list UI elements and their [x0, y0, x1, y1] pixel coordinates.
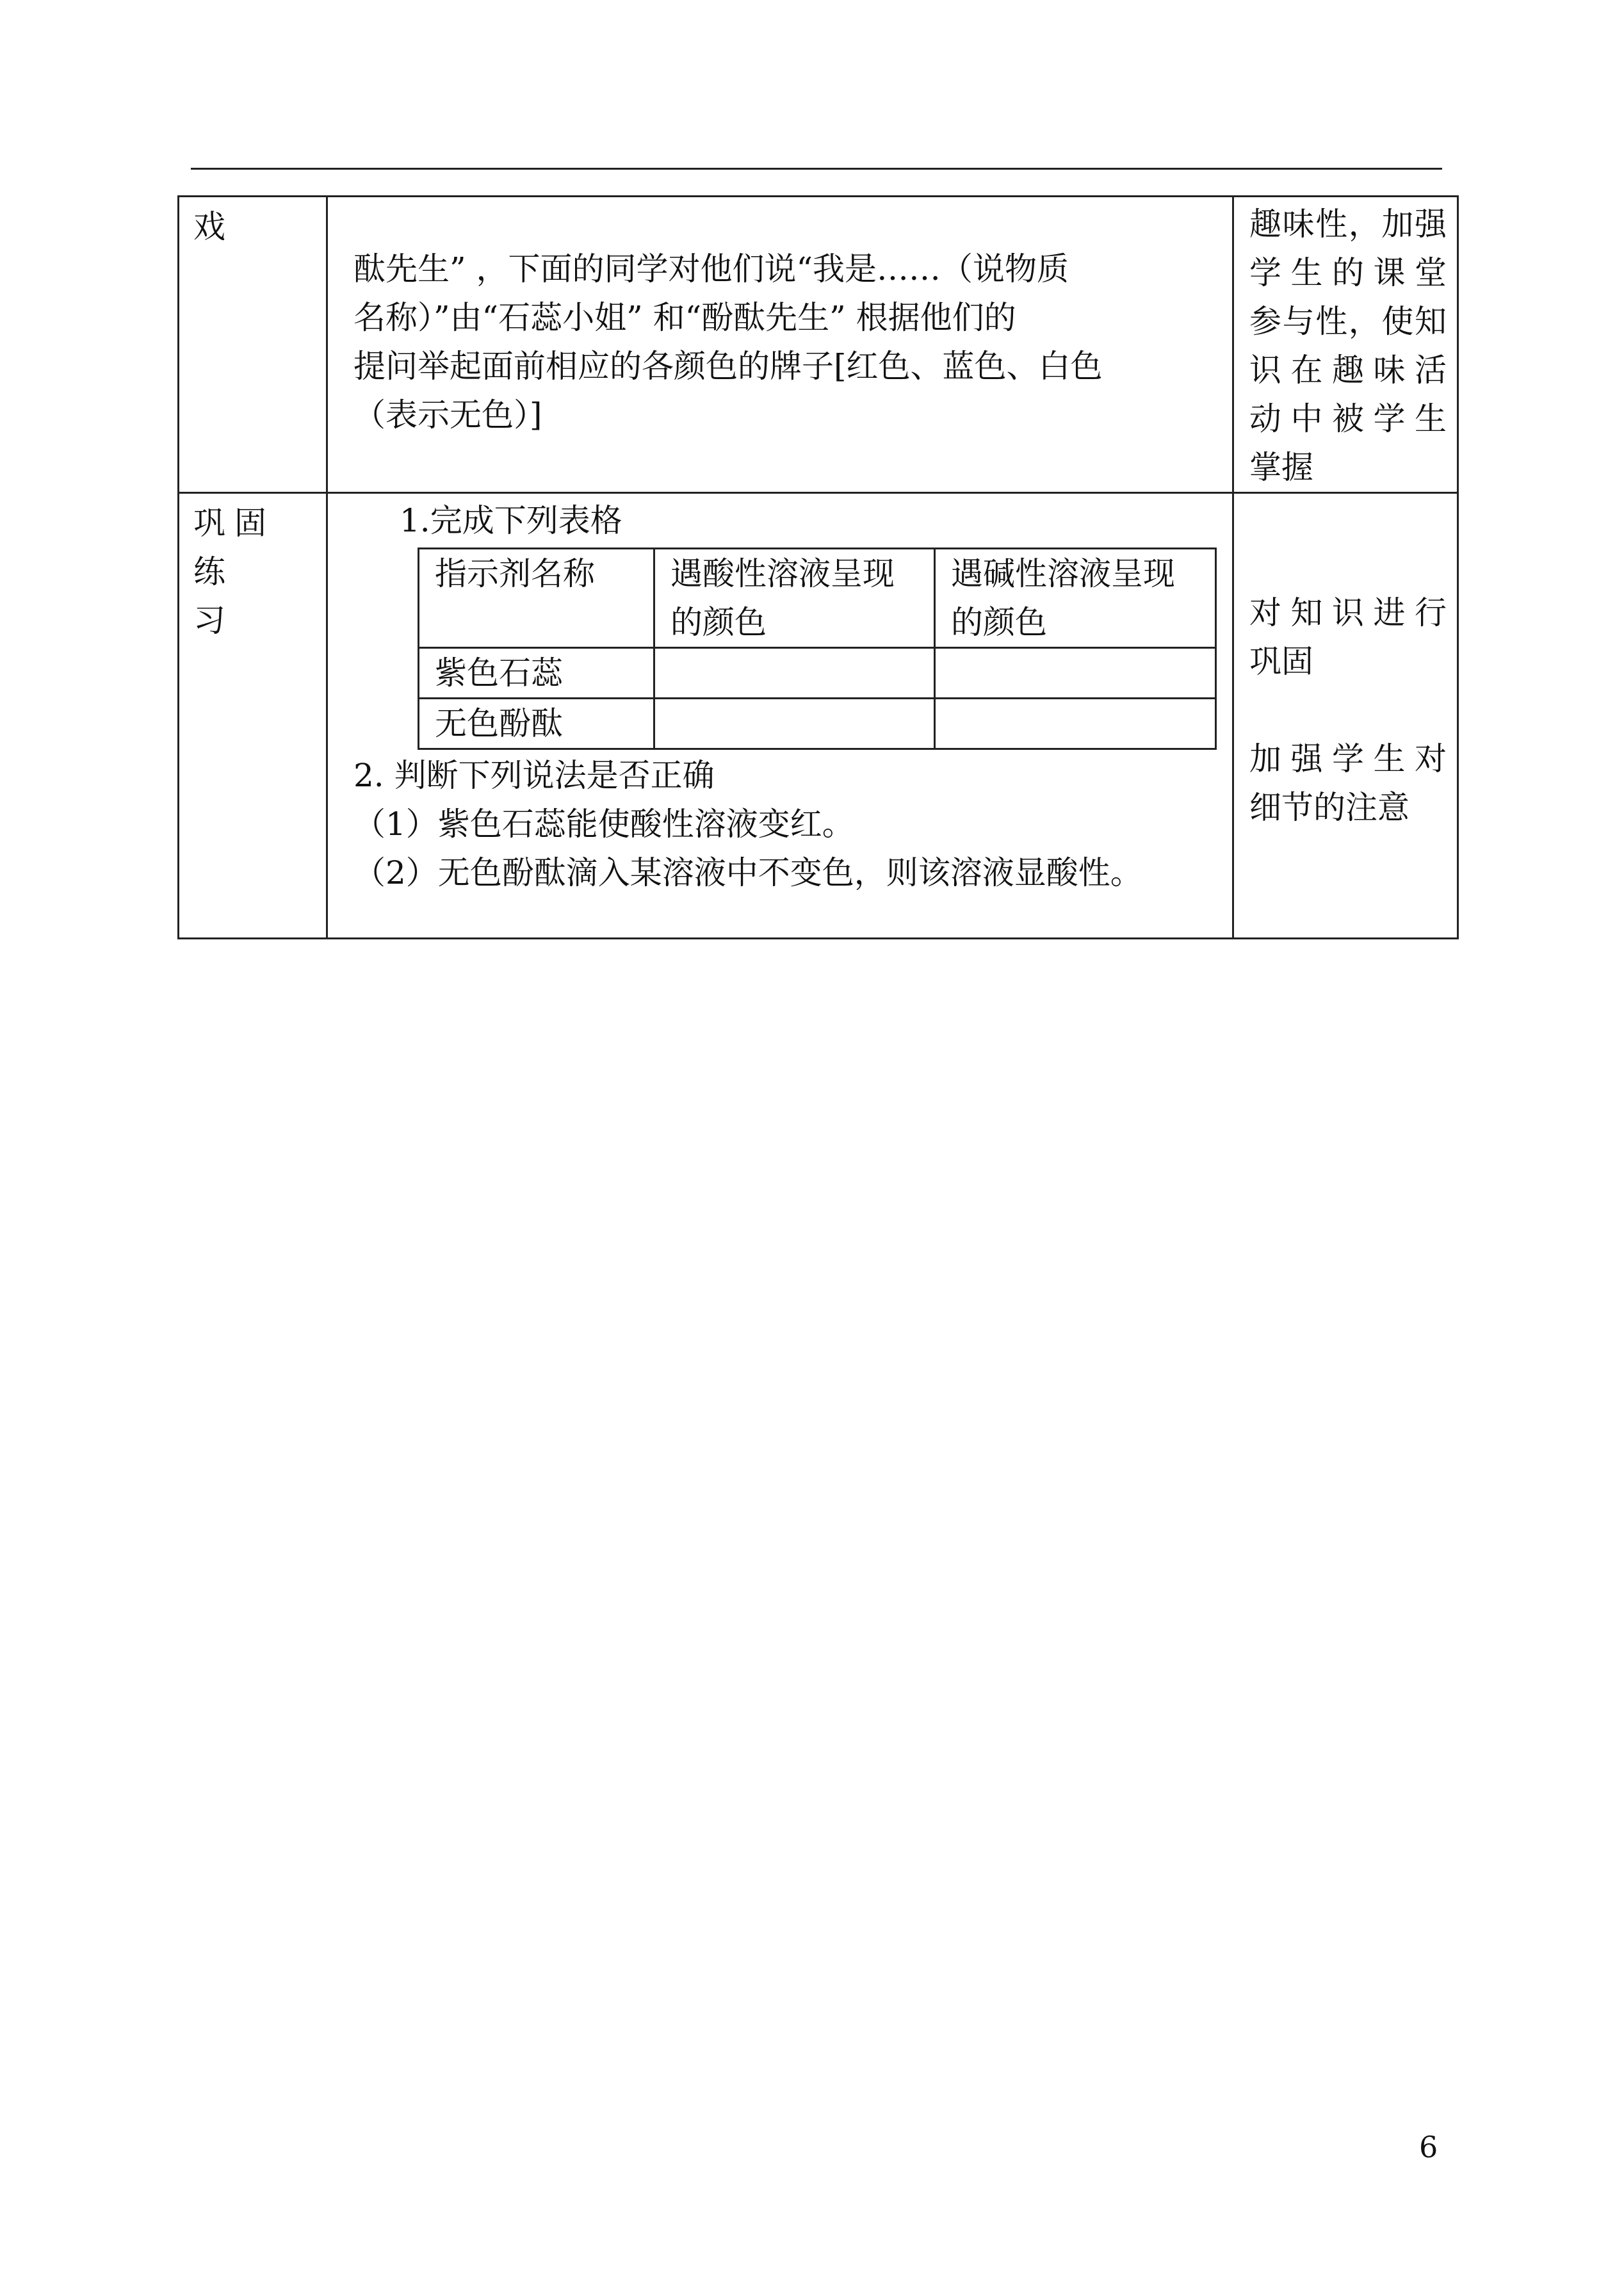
base-color-cell — [935, 699, 1216, 749]
indicator-table-header — [419, 549, 1216, 648]
content-line: 名称）”由“石蕊小姐” 和“酚酞先生” 根据他们的 — [353, 299, 1016, 336]
row-label-cell — [179, 493, 327, 939]
table-row — [419, 699, 1216, 749]
header-cell: 遇酸性溶液呈现的颜色 — [654, 549, 935, 648]
page-number: 6 — [1419, 2130, 1438, 2164]
purpose-line: 加强学生对 — [1249, 740, 1447, 777]
lesson-plan-table — [177, 195, 1459, 939]
table-row — [419, 648, 1216, 699]
base-color-cell — [935, 648, 1216, 699]
question-2-title: 2. 判断下列说法是否正确 — [353, 757, 715, 794]
question-2-item: （1）紫色石蕊能使酸性溶液变红。 — [353, 806, 854, 843]
purpose-line: 细节的注意 — [1249, 789, 1409, 826]
content-cell — [327, 493, 1233, 939]
acid-color-cell — [654, 699, 935, 749]
purpose-cell — [1233, 197, 1458, 493]
acid-color-cell — [654, 648, 935, 699]
indicator-name-cell: 紫色石蕊 — [419, 648, 654, 699]
indicator-table — [418, 547, 1217, 750]
purpose-line: 识在趣味活 — [1249, 352, 1447, 389]
content-cell — [327, 197, 1233, 493]
header-cell: 指示剂名称 — [419, 549, 654, 648]
purpose-cell — [1233, 493, 1458, 939]
table-row-practice — [179, 493, 1458, 939]
row-label: 戏 — [193, 208, 225, 245]
indicator-name-cell: 无色酚酞 — [419, 699, 654, 749]
row-label: 习 — [193, 602, 234, 639]
question-1-title: 1.完成下列表格 — [400, 502, 622, 539]
purpose-line: 参与性，使知 — [1249, 303, 1447, 340]
purpose-line: 动中被学生 — [1249, 400, 1447, 437]
content-line: （表示无色）] — [353, 396, 542, 434]
header-cell: 遇碱性溶液呈现的颜色 — [935, 549, 1216, 648]
row-label-cell — [179, 197, 327, 493]
purpose-line: 趣味性，加强 — [1249, 206, 1447, 243]
header-rule — [191, 168, 1442, 170]
table-row-game — [179, 197, 1458, 493]
purpose-line: 巩固 — [1249, 643, 1313, 680]
purpose-line: 学生的课堂 — [1249, 254, 1447, 291]
content-line: 酞先生” ，下面的同学对他们说“我是……（说物质 — [353, 250, 1069, 288]
row-label: 巩固练 — [193, 505, 275, 590]
purpose-line: 掌握 — [1249, 449, 1313, 486]
purpose-line: 对知识进行 — [1249, 594, 1447, 631]
content-line: 提问举起面前相应的各颜色的牌子[红色、蓝色、白色 — [353, 348, 1103, 385]
question-2-item: （2）无色酚酞滴入某溶液中不变色，则该溶液显酸性。 — [353, 854, 1142, 891]
